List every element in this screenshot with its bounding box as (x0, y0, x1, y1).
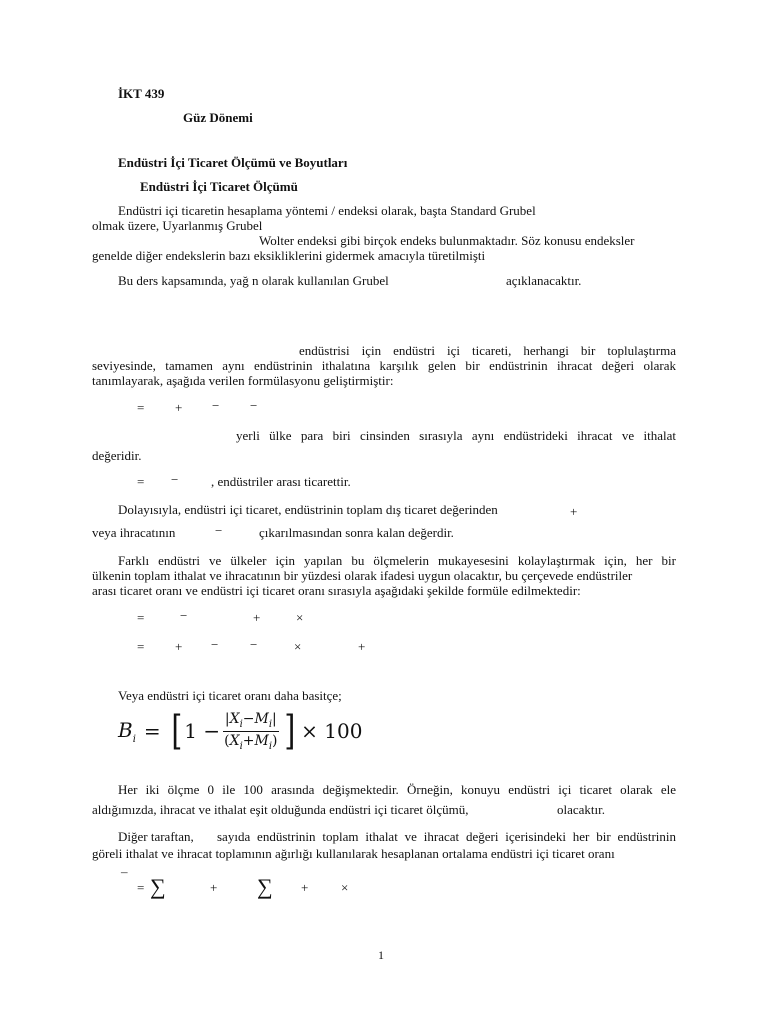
minus-sign: − (180, 608, 188, 623)
paragraph-4-line-1: yerli ülke para biri cinsinden sırasıyla aynı endüstrideki ihracat ve ithalat (236, 428, 676, 443)
minus-sign: − (171, 472, 179, 487)
times-sign: × (296, 610, 304, 625)
times-sign: × (341, 880, 349, 895)
plus-sign: + (570, 504, 578, 519)
minus-sign: − (211, 637, 219, 652)
paragraph-2-part-b: açıklanacaktır. (506, 273, 582, 288)
paragraph-10-line-2: göreli ithalat ve ihracat toplamının ağırlığı kullanılarak hesaplanan ortalama endüstri içi ticaret oranı (92, 846, 615, 861)
paragraph-8: Veya endüstri içi ticaret oranı daha basitçe; (118, 688, 342, 703)
subsection-title: Endüstri İçi Ticaret Ölçümü (140, 179, 298, 194)
left-bracket: [ (171, 708, 182, 754)
formula-lhs: $B_i$ (118, 717, 136, 745)
minus-sign: − (250, 398, 258, 413)
page-number: 1 (378, 948, 384, 962)
minus-sign: − (212, 398, 220, 413)
paragraph-6-line-2b: çıkarılmasından sonra kalan değerdir. (259, 525, 454, 540)
paragraph-1-line-3: Wolter endeksi gibi birçok endeks bulunmaktadır. Söz konusu endeksler (259, 233, 635, 248)
paragraph-1-line-1: Endüstri içi ticaretin hesaplama yöntemi / endeksi olarak, başta Standard Grubel (118, 203, 536, 218)
plus-sign: + (175, 639, 183, 654)
fraction-numerator: $|X_i-M_i|$ (224, 710, 277, 730)
paragraph-7-line-3: arası ticaret oranı ve endüstri içi ticaret oranı sırasıyla aşağıdaki şekilde formüle edilmektedir: (92, 583, 581, 598)
formula-equals: = (143, 719, 161, 743)
course-code: İKT 439 (118, 86, 165, 101)
paragraph-2-part-a: Bu ders kapsamında, yağ n olarak kullanılan Grubel (118, 273, 389, 288)
paragraph-7-line-1: Farklı endüstri ve ülkeler için yapılan bu ölçmelerin mukayesesini kolaylaştırmak için, her bir (118, 553, 676, 568)
section-title: Endüstri İçi Ticaret Ölçümü ve Boyutları (118, 155, 348, 170)
paragraph-3-line-3: tanımlayarak, aşağıda verilen formülasyonu geliştirmiştir: (92, 373, 394, 388)
right-bracket: ] (283, 708, 295, 754)
formula-one-minus: 1 − (184, 719, 221, 743)
paragraph-9-line-1: Her iki ölçme 0 ile 100 arasında değişmektedir. Örneğin, konuyu endüstri içi ticaret olarak ele (118, 782, 676, 797)
paragraph-4-line-2: değeridir. (92, 448, 142, 463)
plus-sign: + (210, 880, 218, 895)
paragraph-5: , endüstriler arası ticarettir. (211, 474, 351, 489)
equals-sign: = (137, 400, 145, 415)
plus-sign: + (301, 880, 309, 895)
sigma-symbol: ∑ (257, 874, 273, 899)
paragraph-1-line-2: olmak üzere, Uyarlanmış Grubel (92, 218, 263, 233)
grubel-lloyd-formula (118, 706, 362, 756)
paragraph-6-line-1: Dolayısıyla, endüstri içi ticaret, endüstrinin toplam dış ticaret değerinden (118, 502, 498, 517)
plus-sign: + (253, 610, 261, 625)
paragraph-10-line-1a: Diğer taraftan, (118, 829, 194, 844)
formula-fraction (222, 711, 279, 752)
paragraph-1-line-4: genelde diğer endekslerin bazı eksikliklerini gidermek amacıyla türetilmişti (92, 248, 486, 263)
semester-label: Güz Dönemi (183, 110, 253, 125)
equals-sign: = (137, 880, 145, 895)
minus-sign: − (215, 523, 223, 538)
paragraph-3-line-1: endüstrisi için endüstri içi ticareti, herhangi bir toplulaştırma (299, 343, 676, 358)
paragraph-9-line-2a: aldığımızda, ihracat ve ithalat eşit olduğunda endüstri içi ticaret ölçümü, (92, 802, 469, 817)
minus-sign: − (250, 637, 258, 652)
equals-sign: = (137, 639, 145, 654)
sigma-symbol: ∑ (150, 874, 166, 899)
times-sign: × (294, 639, 302, 654)
paragraph-10-line-1b: sayıda endüstrinin toplam ithalat ve ihracat değeri içerisindeki her bir endüstrinin (217, 829, 676, 844)
plus-sign: + (175, 400, 183, 415)
paragraph-3-line-2: seviyesinde, tamamen aynı endüstrinin ithalatına karşılık gelen bir endüstrinin ihracat değeri olarak (92, 358, 676, 373)
fraction-denominator: $(X_i+M_i)$ (224, 732, 278, 752)
overbar-symbol: ¯ (121, 870, 128, 885)
equals-sign: = (137, 610, 145, 625)
formula-times-100: × 100 (301, 719, 363, 743)
equals-sign: = (137, 474, 145, 489)
paragraph-6-line-2a: veya ihracatının (92, 525, 176, 540)
paragraph-9-line-2b: olacaktır. (557, 802, 606, 817)
paragraph-7-line-2: ülkenin toplam ithalat ve ihracatının bir yüzdesi olarak ifadesi uygun olacaktır, bu çerçevede endüstriler (92, 568, 633, 583)
plus-sign: + (358, 639, 366, 654)
